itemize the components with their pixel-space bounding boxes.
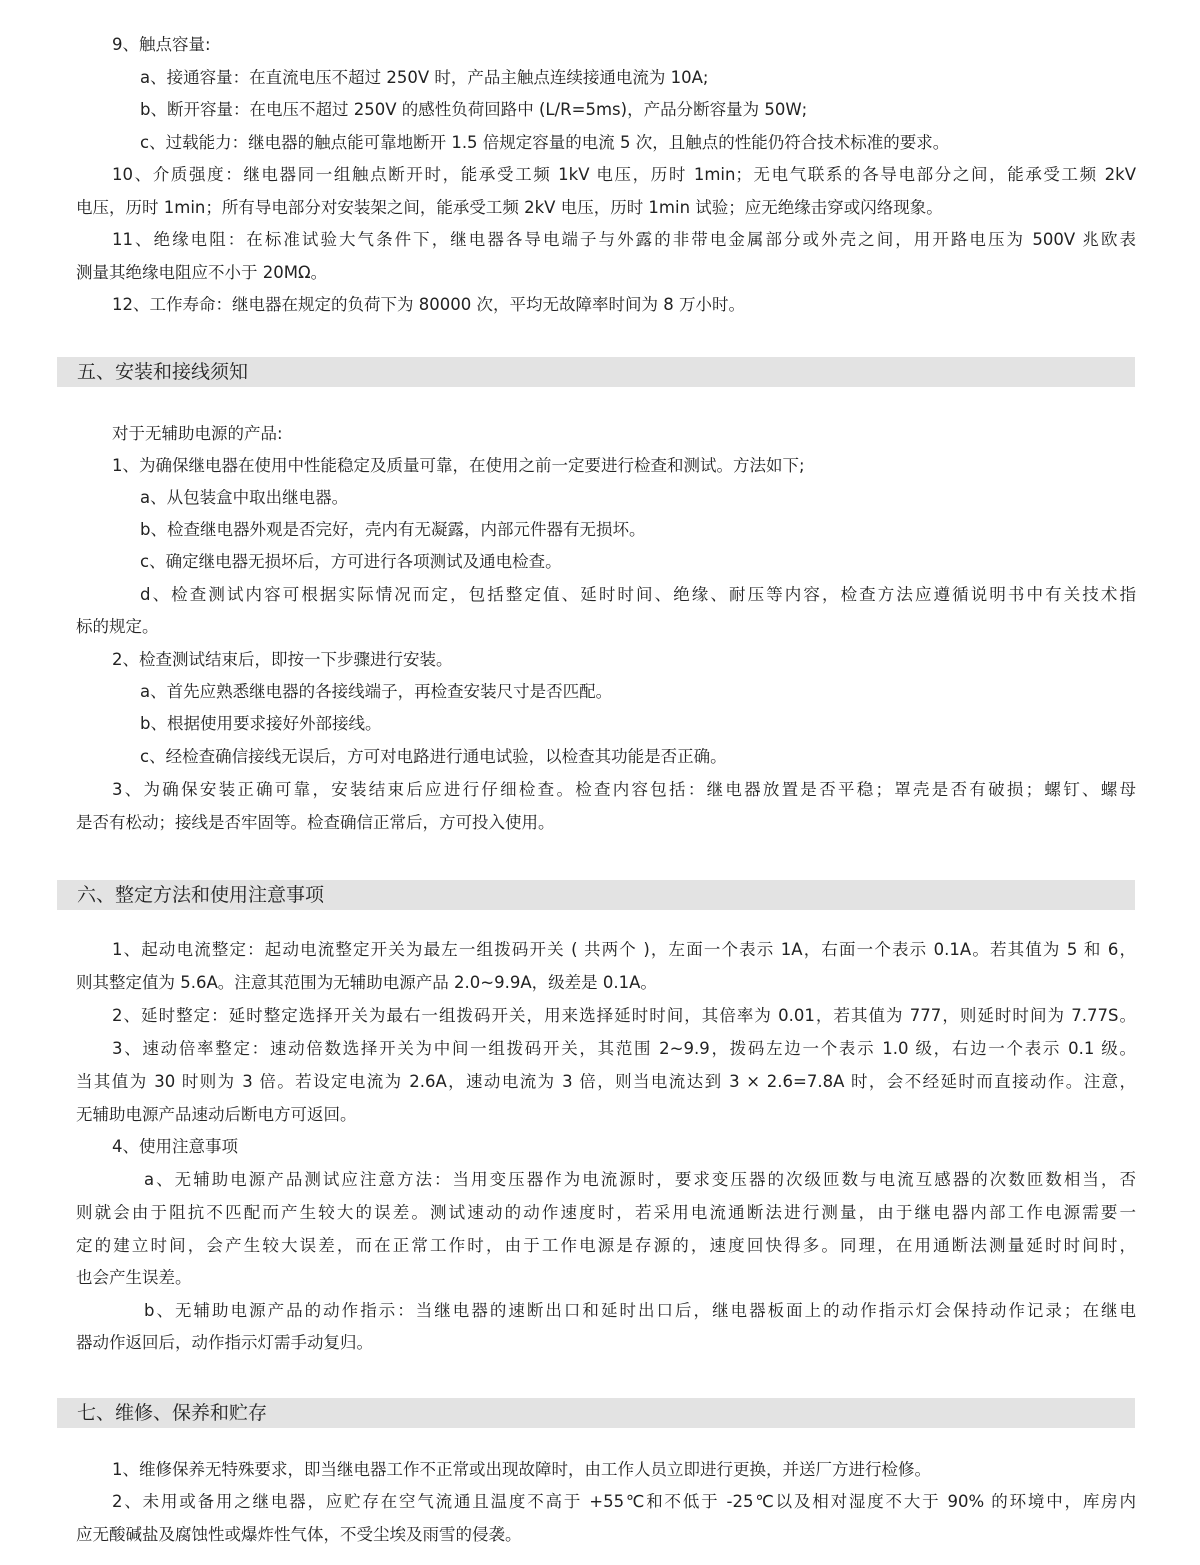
para-note-b-cont: 器动作返回后，动作指示灯需手动复归。: [76, 1333, 373, 1352]
para-quick-ratio-setting-end: 无辅助电源产品速动后断电方可返回。: [76, 1105, 357, 1124]
para-post-install-check-cont: 是否有松动；接线是否牢固等。检查确信正常后，方可投入使用。: [76, 813, 555, 832]
para-item-d: d、检查测试内容可根据实际情况而定，包括整定值、延时时间、绝缘、耐压等内容，检查方法应遵循说明书中有关技术指: [140, 585, 1136, 604]
para-post-install-check: 3、为确保安装正确可靠，安装结束后应进行仔细检查。检查内容包括：继电器放置是否平稳；罩壳是否有破损；螺钉、螺母: [112, 780, 1136, 799]
para-intro: 对于无辅助电源的产品:: [112, 424, 283, 443]
section-title: 五、安装和接线须知: [77, 361, 249, 383]
para-step-b: b、根据使用要求接好外部接线。: [140, 714, 382, 733]
para-usage-notes: 4、使用注意事项: [112, 1137, 238, 1156]
para-check-before-use: 1、为确保继电器在使用中性能稳定及质量可靠，在使用之前一定要进行检查和测试。方法如下;: [112, 456, 805, 475]
para-note-a-cont3: 也会产生误差。: [76, 1268, 192, 1287]
para-dielectric-strength: 10、介质强度：继电器同一组触点断开时，能承受工频 1kV 电压，历时 1min；无电气联系的各导电部分之间，能承受工频 2kV: [112, 165, 1136, 184]
para-breaking-capacity: b、断开容量：在电压不超过 250V 的感性负荷回路中 (L/R=5ms)，产品分断容量为 50W;: [140, 100, 808, 119]
para-note-a-cont2: 定的建立时间，会产生较大误差，而在正常工作时，由于工作电源是存源的，速度回快得多。同理，在用通断法测量延时时间时，: [76, 1236, 1136, 1255]
para-service-life: 12、工作寿命：继电器在规定的负荷下为 80000 次，平均无故障率时间为 8 万小时。: [112, 295, 745, 314]
para-item-a: a、从包装盒中取出继电器。: [140, 488, 349, 507]
para-quick-ratio-setting-cont: 当其值为 30 时则为 3 倍。若设定电流为 2.6A，速动电流为 3 倍，则当电流达到 3 × 2.6=7.8A 时，会不经延时而直接动作。注意，: [76, 1072, 1136, 1091]
para-dielectric-strength-cont: 电压，历时 1min；所有导电部分对安装架之间，能承受工频 2kV 电压，历时 1min 试验；应无绝缘击穿或闪络现象。: [76, 198, 943, 217]
para-overload-capacity: c、过载能力：继电器的触点能可靠地断开 1.5 倍规定容量的电流 5 次，且触点的性能仍符合技术标准的要求。: [140, 133, 950, 152]
para-note-a: a、无辅助电源产品测试应注意方法：当用变压器作为电流源时，要求变压器的次级匝数与电流互感器的次数匝数相当，否: [144, 1170, 1136, 1189]
para-step-a: a、首先应熟悉继电器的各接线端子，再检查安装尺寸是否匹配。: [140, 682, 613, 701]
para-insulation-resistance-cont: 测量其绝缘电阻应不小于 20MΩ。: [76, 263, 328, 282]
para-item-b: b、检查继电器外观是否完好，壳内有无凝露，内部元件器有无损坏。: [140, 520, 646, 539]
para-maintenance: 1、维修保养无特殊要求，即当继电器工作不正常或出现故障时，由工作人员立即进行更换，并送厂方进行检修。: [112, 1460, 931, 1479]
para-contact-capacity: 9、触点容量:: [112, 35, 211, 54]
para-storage: 2、未用或备用之继电器，应贮存在空气流通且温度不高于 +55℃和不低于 -25℃以及相对湿度不大于 90% 的环境中，库房内: [112, 1492, 1136, 1511]
para-making-capacity: a、接通容量：在直流电压不超过 250V 时，产品主触点连续接通电流为 10A;: [140, 68, 709, 87]
para-insulation-resistance: 11、绝缘电阻：在标准试验大气条件下，继电器各导电端子与外露的非带电金属部分或外壳之间，用开路电压为 500V 兆欧表: [112, 230, 1136, 249]
para-item-d-cont: 标的规定。: [76, 617, 159, 636]
para-note-a-cont1: 则就会由于阻抗不匹配而产生较大的误差。测试速动的动作速度时，若采用电流通断法进行测量，由于继电器内部工作电源需要一: [76, 1203, 1136, 1222]
para-storage-cont: 应无酸碱盐及腐蚀性或爆炸性气体，不受尘埃及雨雪的侵袭。: [76, 1525, 522, 1544]
para-delay-setting: 2、延时整定：延时整定选择开关为最右一组拨码开关，用来选择延时时间，其倍率为 0.01，若其值为 777，则延时时间为 7.77S。: [112, 1006, 1136, 1025]
section-title: 六、整定方法和使用注意事项: [77, 884, 325, 906]
para-current-setting: 1、起动电流整定：起动电流整定开关为最左一组拨码开关 ( 共两个 )，左面一个表示 1A，右面一个表示 0.1A。若其值为 5 和 6，: [112, 940, 1136, 959]
section-header-maintenance: [57, 1398, 1135, 1428]
para-item-c: c、确定继电器无损坏后，方可进行各项测试及通电检查。: [140, 552, 562, 571]
section-header-setting: [57, 880, 1135, 910]
para-install-steps: 2、检查测试结束后，即按一下步骤进行安装。: [112, 650, 453, 669]
para-quick-ratio-setting: 3、速动倍率整定：速动倍数选择开关为中间一组拨码开关，其范围 2~9.9，拨码左边一个表示 1.0 级，右边一个表示 0.1 级。: [112, 1039, 1136, 1058]
para-step-c: c、经检查确信接线无误后，方可对电路进行通电试验，以检查其功能是否正确。: [140, 747, 727, 766]
section-header-installation: [57, 357, 1135, 387]
section-title: 七、维修、保养和贮存: [77, 1402, 268, 1424]
para-current-setting-cont: 则其整定值为 5.6A。注意其范围为无辅助电源产品 2.0~9.9A，级差是 0.1A。: [76, 973, 657, 992]
para-note-b: b、无辅助电源产品的动作指示：当继电器的速断出口和延时出口后，继电器板面上的动作指示灯会保持动作记录；在继电: [144, 1301, 1136, 1320]
